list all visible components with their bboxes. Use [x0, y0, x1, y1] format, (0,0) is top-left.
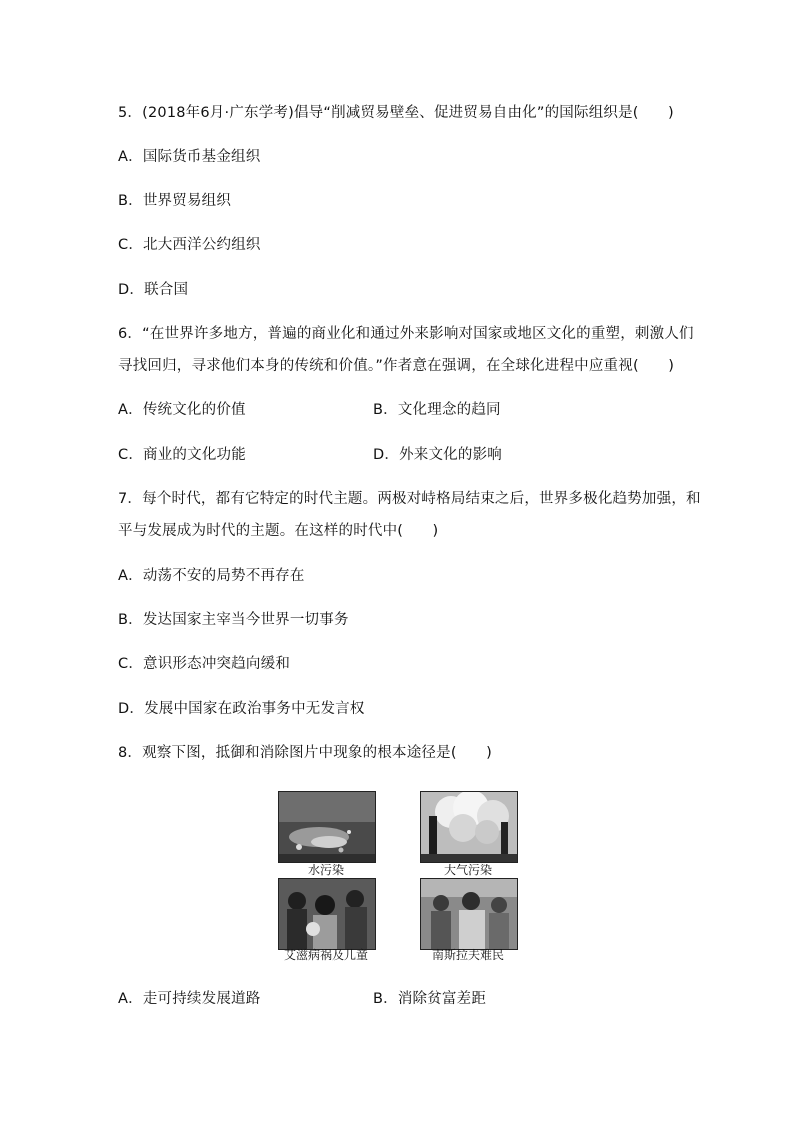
q6-option-c: C．商业的文化功能	[118, 447, 246, 463]
refugees-photo	[420, 878, 518, 950]
q7-option-d: D．发展中国家在政治事务中无发言权	[118, 701, 365, 717]
caption-air-pollution: 大气污染	[443, 863, 492, 877]
q6-stem-line2: 寻找回归，寻求他们本身的传统和价值。”作者意在强调，在全球化进程中应重视( )	[118, 358, 675, 374]
q5-option-b: B．世界贸易组织	[118, 193, 232, 209]
caption-aids-children: 艾滋病祸及儿童	[283, 948, 368, 962]
q6-option-a: A．传统文化的价值	[118, 402, 246, 418]
q5-option-d: D．联合国	[118, 282, 189, 298]
aids-children-photo	[278, 878, 376, 950]
q7-stem-line2: 平与发展成为时代的主题。在这样的时代中( )	[118, 523, 439, 539]
caption-refugees: 南斯拉夫难民	[431, 948, 504, 962]
q7-option-a: A．动荡不安的局势不再存在	[118, 568, 305, 584]
q7-stem-line1: 7．每个时代，都有它特定的时代主题。两极对峙格局结束之后，世界多极化趋势加强，和	[118, 491, 701, 507]
q8-stem: 8．观察下图，抵御和消除图片中现象的根本途径是( )	[118, 745, 492, 761]
q8-option-a: A．走可持续发展道路	[118, 991, 261, 1007]
q8-option-b: B．消除贫富差距	[373, 991, 487, 1007]
q6-option-d: D．外来文化的影响	[373, 447, 502, 463]
q7-option-c: C．意识形态冲突趋向缓和	[118, 656, 291, 672]
q5-stem: 5．(2018年6月·广东学考)倡导“削减贸易壁垒、促进贸易自由化”的国际组织是( )	[118, 105, 674, 121]
air-pollution-photo	[420, 791, 518, 863]
q6-stem-line1: 6．“在世界许多地方，普遍的商业化和通过外来影响对国家或地区文化的重塑，刺激人们	[118, 326, 694, 342]
q6-option-b: B．文化理念的趋同	[373, 402, 501, 418]
water-pollution-photo	[278, 791, 376, 863]
q7-option-b: B．发达国家主宰当今世界一切事务	[118, 612, 349, 628]
caption-water-pollution: 水污染	[307, 863, 344, 877]
q5-option-a: A．国际货币基金组织	[118, 149, 261, 165]
q5-option-c: C．北大西洋公约组织	[118, 237, 261, 253]
